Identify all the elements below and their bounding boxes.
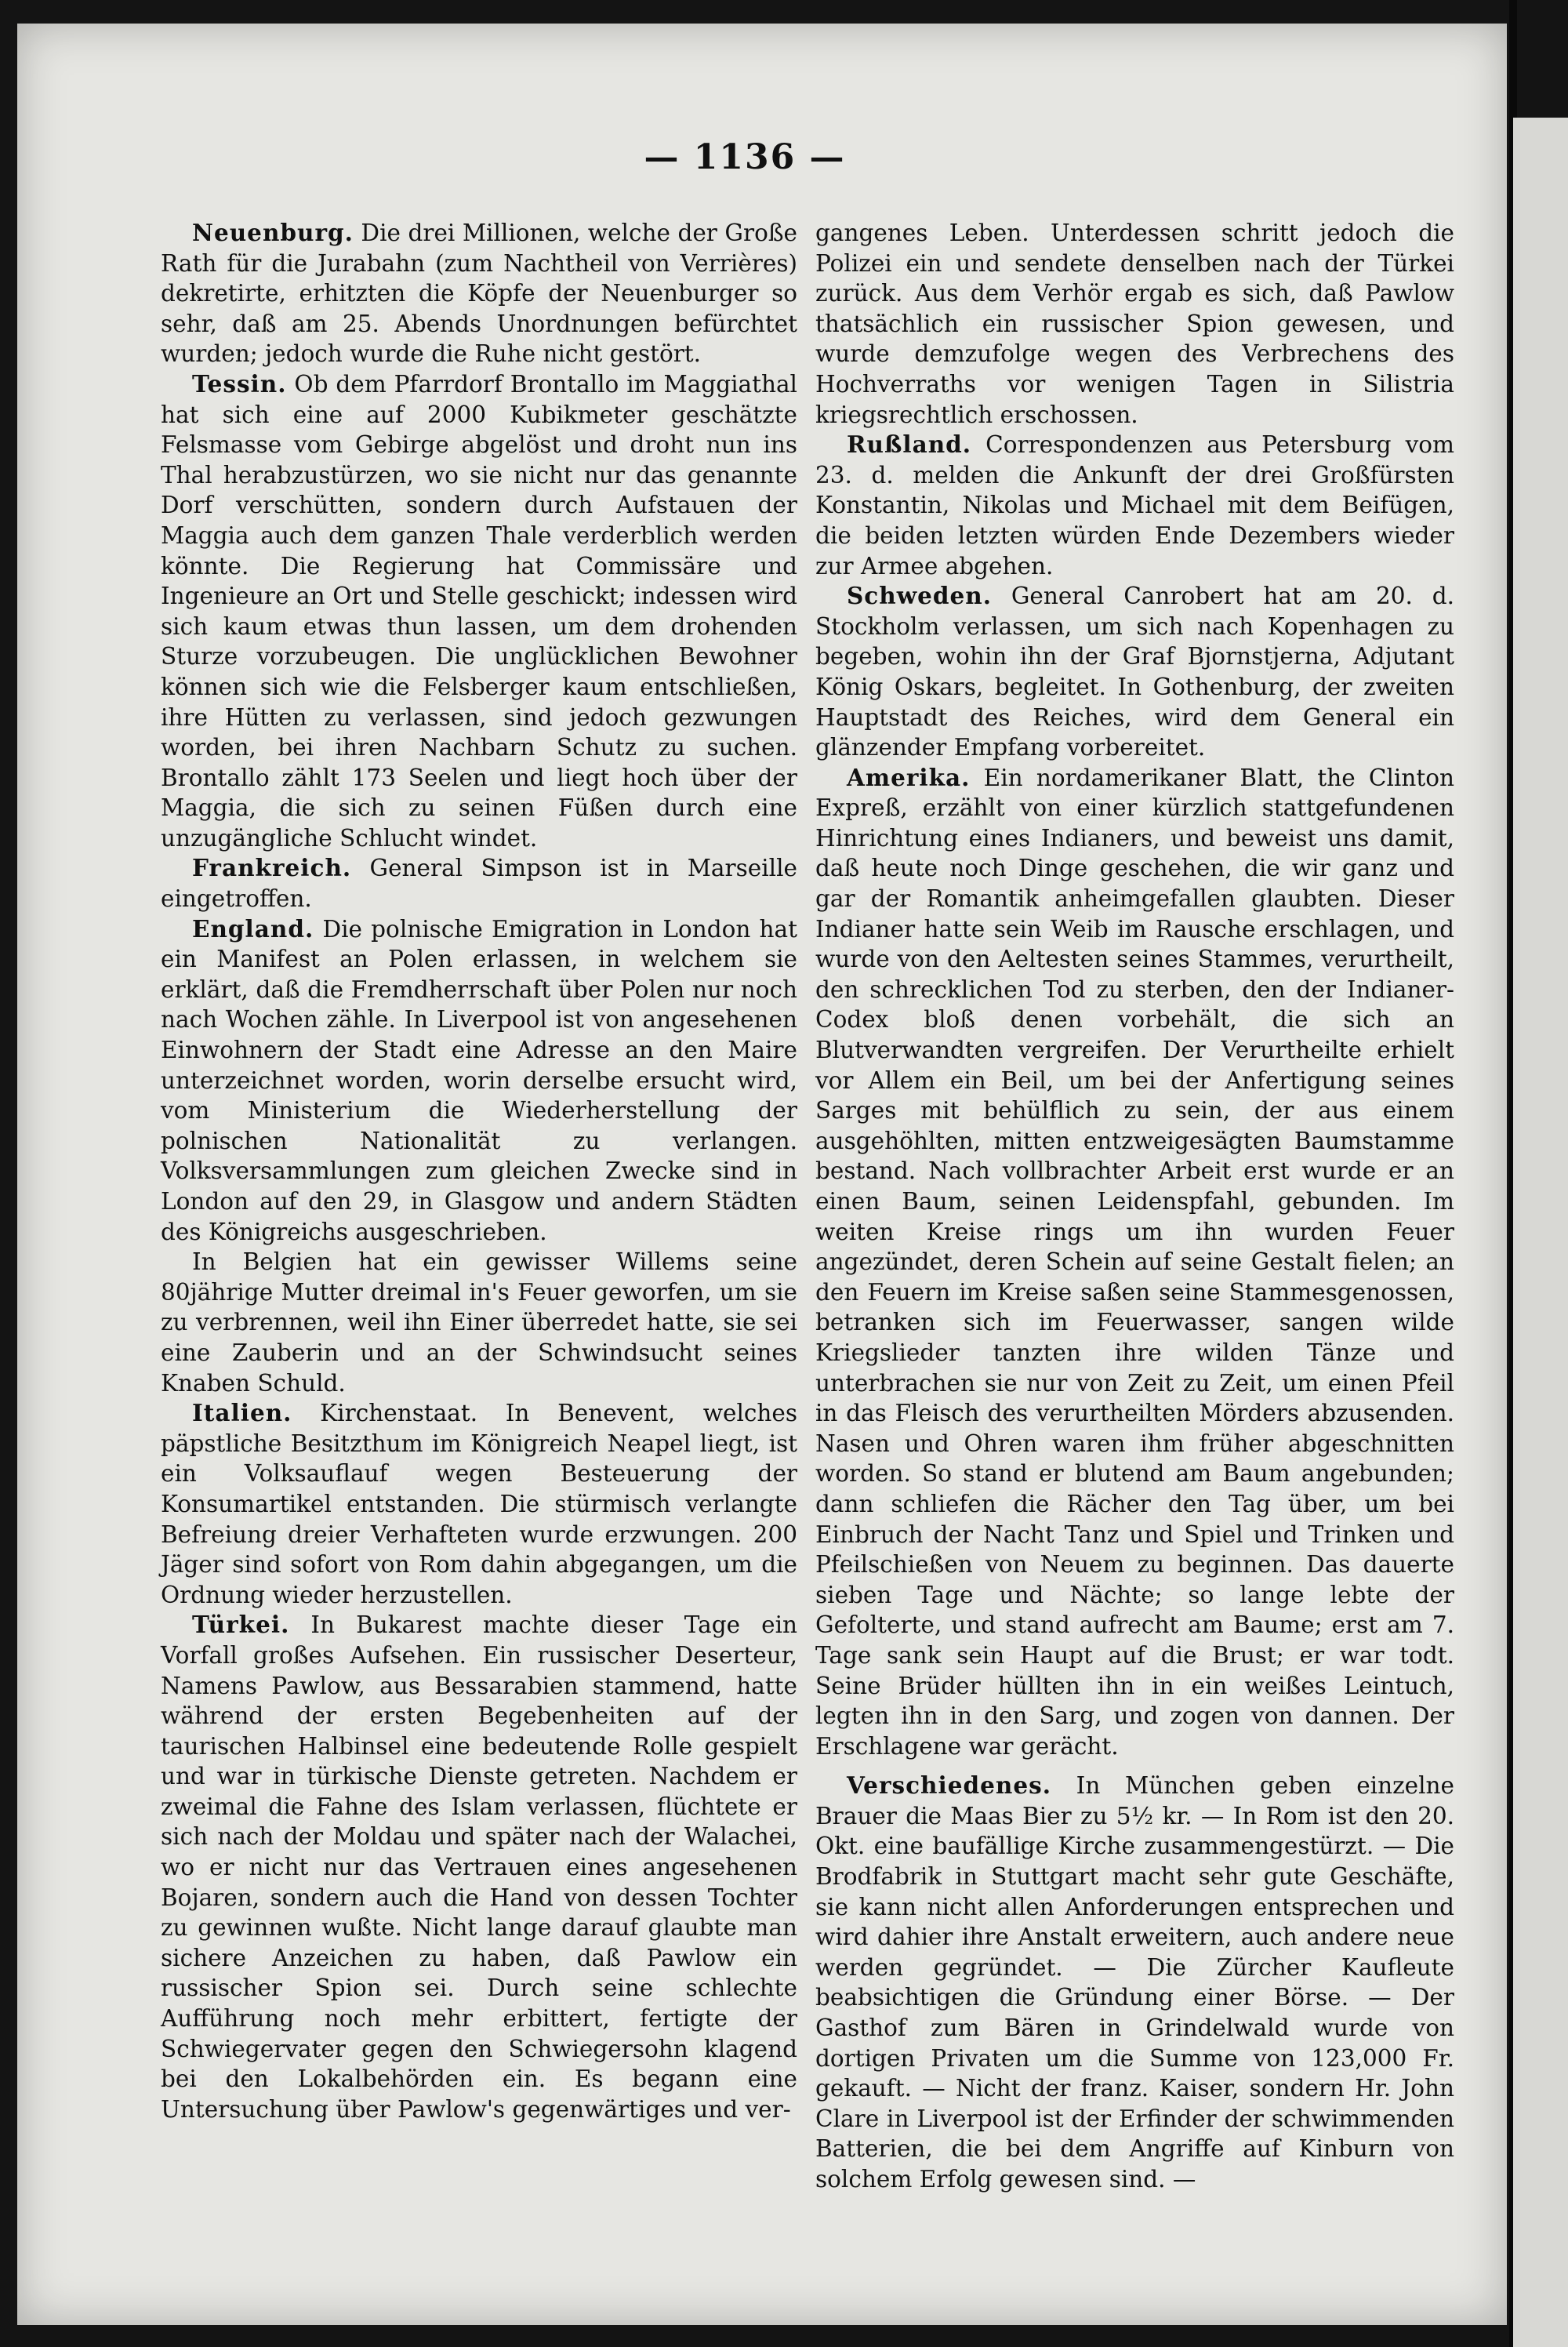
page-number: — 1136 — <box>644 137 846 177</box>
article-text: General Canrobert hat am 20. d. Stockholm verlassen, um sich nach Kopenhagen zu begeben, wohin ihn der Graf Bjornstjerna, Adjutant König Oskars, begleitet. In Gothenburg, der zweiten Hauptstadt des Reiches, wird dem General ein glänzender Empfang vorbereitet. <box>815 583 1454 761</box>
article-text: Ob dem Pfarrdorf Brontallo im Maggiathal hat sich eine auf 2000 Kubikmeter geschätzte Felsmasse vom Gebirge abgelöst und droht nun ins Thal herabzustürzen, wo sie nicht nur das genannte Dorf verschütten, sondern durch Aufstauen der Maggia auch dem ganzen Thale verderblich werden könnte. Die Regierung hat Commissäre und Ingenieure an Ort und Stelle geschickt; indessen wird sich kaum etwas thun lassen, um dem drohenden Sturze vorzubeugen. Die unglücklichen Bewohner können sich wie die Felsberger kaum entschließen, ihre Hütten zu verlassen, sind jedoch gezwungen worden, bei ihren Nachbarn Schutz zu suchen. Brontallo zählt 173 Seelen und liegt hoch über der Maggia, die sich zu seinen Füßen durch eine unzugängliche Schlucht windet. <box>161 370 797 852</box>
article-paragraph <box>161 914 797 1248</box>
article-heading: Neuenburg. <box>192 219 354 246</box>
article-paragraph <box>815 430 1454 581</box>
adjacent-page-edge <box>1513 118 1568 2347</box>
article-paragraph <box>161 853 797 914</box>
article-text: Die polnische Emigration in London hat ein Manifest an Polen erlassen, in welchem sie erklärt, daß die Fremdherrschaft über Polen nur noch nach Wochen zähle. In Liverpool ist von angesehenen Einwohnern der Stadt eine Adresse an den Maire unterzeichnet worden, worin derselbe ersucht wird, vom Ministerium die Wiederherstellung der polnischen Nationalität zu verlangen. Volksversammlungen zum gleichen Zwecke sind in London auf den 29, in Glasgow und andern Städten des Königreichs ausgeschrieben. <box>161 915 797 1245</box>
right-column <box>815 218 1454 2195</box>
article-heading: Rußland. <box>847 431 972 459</box>
article-heading: Schweden. <box>847 582 992 610</box>
article-text: gangenes Leben. Unterdessen schritt jedoch die Polizei ein und sendete denselben nach der Türkei zurück. Aus dem Verhör ergab es sich, daß Pawlow thatsächlich ein russischer Spion gewesen, und wurde demzufolge wegen des Verbrechens des Hochverraths vor wenigen Tagen in Silistria kriegsrechtlich erschossen. <box>815 220 1454 428</box>
article-text: General Simpson ist in Marseille eingetroffen. <box>161 855 797 913</box>
article-paragraph <box>815 218 1454 430</box>
article-heading: Tessin. <box>192 369 287 398</box>
article-heading: Frankreich. <box>192 854 352 882</box>
article-heading: Italien. <box>192 1399 292 1427</box>
article-paragraph <box>815 581 1454 763</box>
article-text: Ein nordamerikaner Blatt, the Clinton Expreß, erzählt von einer kürzlich stattgefundenen Hinrichtung eines Indianers, und beweist uns damit, daß heute noch Dinge geschehen, die wir ganz und gar der Romantik anheimgefallen glaubten. Dieser Indianer hatte sein Weib im Rausche erschlagen, und wurde von den Aeltesten seines Stammes, verurtheilt, den schrecklichen Tod zu sterben, den der Indianer-Codex bloß denen vorbehält, die sich an Blutverwandten vergreifen. Der Verurtheilte erhielt vor Allem ein Beil, um bei der Anfertigung seines Sarges mit behülflich zu sein, der aus einem ausgehöhlten, mitten entzweigesägten Baumstamme bestand. Nach vollbrachter Arbeit erst wurde er an einen Baum, seinen Leidenspfahl, gebunden. Im weiten Kreise rings um ihn wurden Feuer angezündet, deren Schein auf seine Gestalt fielen; an den Feuern im Kreise saßen seine Stammesgenossen, betranken sich im Feuerwasser, sangen wilde Kriegslieder tanzten ihre wilden Tänze und unterbrachen sie nur von Zeit zu Zeit, um einen Pfeil in das Fleisch des verurtheilten Mörders abzusenden. Nasen und Ohren waren ihm früher abgeschnitten worden. So stand er blutend am Baum angebunden; dann schliefen die Rächer den Tag über, um bei Einbruch der Nacht Tanz und Spiel und Trinken und Pfeilschießen von Neuem zu beginnen. Das dauerte sieben Tage und Nächte; so lange lebte der Gefolterte, und stand aufrecht am Baume; erst am 7. Tage sank sein Haupt auf die Brust; er war todt. Seine Brüder hüllten ihn in ein weißes Leintuch, legten ihn in den Sarg, und zogen von dannen. Der Erschlagene war gerächt. <box>815 764 1454 1760</box>
article-heading: Türkei. <box>192 1611 290 1639</box>
article-text: In München geben einzelne Brauer die Maas Bier zu 5½ kr. — In Rom ist den 20. Okt. eine baufällige Kirche zusammengestürzt. — Die Brodfabrik in Stuttgart macht sehr gute Geschäfte, sie kann nicht allen Anforderungen entsprechen und wird dahier ihre Anstalt erweitern, auch andere neue werden gegründet. — Die Zürcher Kaufleute beabsichtigen die Gründung einer Börse. — Der Gasthof zum Bären in Grindelwald wurde von dortigen Privaten um die Summe von 123,000 Fr. gekauft. — Nicht der franz. Kaiser, sondern Hr. John Clare in Liverpool ist der Erfinder der schwimmenden Batterien, die bei dem Angriffe auf Kinburn von solchem Erfolg gewesen sind. — <box>815 1772 1454 2193</box>
article-paragraph <box>161 1398 797 1610</box>
article-text: In Bukarest machte dieser Tage ein Vorfall großes Aufsehen. Ein russischer Deserteur, Namens Pawlow, aus Bessarabien stammend, hatte während der ersten Begebenheiten auf der taurischen Halbinsel eine bedeutende Rolle gespielt und war in türkische Dienste getreten. Nachdem er zweimal die Fahne des Islam verlassen, flüchtete er sich nach der Moldau und später nach der Walachei, wo er nicht nur das Vertrauen eines angesehenen Bojaren, sondern auch die Hand von dessen Tochter zu gewinnen wußte. Nicht lange darauf glaubte man sichere Anzeichen zu haben, daß Pawlow ein russischer Spion sei. Durch seine schlechte Aufführung noch mehr erbittert, fertigte der Schwiegervater gegen den Schwiegersohn klagend bei den Lokalbehörden ein. Es begann eine Untersuchung über Pawlow's gegenwärtiges und ver- <box>161 1611 797 2123</box>
article-heading: Amerika. <box>847 763 971 791</box>
article-paragraph <box>161 1610 797 2124</box>
article-text: Die drei Millionen, welche der Große Rath für die Jurabahn (zum Nachtheil von Verrières) dekretirte, erhitzten die Köpfe der Neuenburger so sehr, daß am 25. Abends Unordnungen befürchtet wurden; jedoch wurde die Ruhe nicht gestört. <box>161 220 797 368</box>
article-paragraph <box>161 369 797 854</box>
article-heading: Verschiedenes. <box>847 1771 1051 1800</box>
article-paragraph <box>815 763 1454 1762</box>
article-paragraph <box>815 1771 1454 2194</box>
article-text: Correspondenzen aus Petersburg vom 23. d. melden die Ankunft der drei Großfürsten Konstantin, Nikolas und Michael mit dem Beifügen, die beiden letzten würden Ende Dezembers wieder zur Armee abgehen. <box>815 431 1454 579</box>
article-paragraph <box>161 218 797 369</box>
article-heading: England. <box>192 914 314 943</box>
left-column <box>161 218 797 2124</box>
article-paragraph <box>161 1247 797 1398</box>
article-text: In Belgien hat ein gewisser Willems seine 80jährige Mutter dreimal in's Feuer geworfen, um sie zu verbrennen, weil ihn Einer überredet hatte, sie sei eine Zauberin und an der Schwindsucht seines Knaben Schuld. <box>161 1248 797 1397</box>
article-text: Kirchenstaat. In Benevent, welches päpstliche Besitzthum im Königreich Neapel liegt, ist ein Volksauflauf wegen Besteuerung der Konsumartikel entstanden. Die stürmisch verlangte Befreiung dreier Verhafteten wurde erzwungen. 200 Jäger sind sofort von Rom dahin abgegangen, um die Ordnung wieder herzustellen. <box>161 1400 797 1608</box>
section-gap <box>815 1761 1454 1771</box>
